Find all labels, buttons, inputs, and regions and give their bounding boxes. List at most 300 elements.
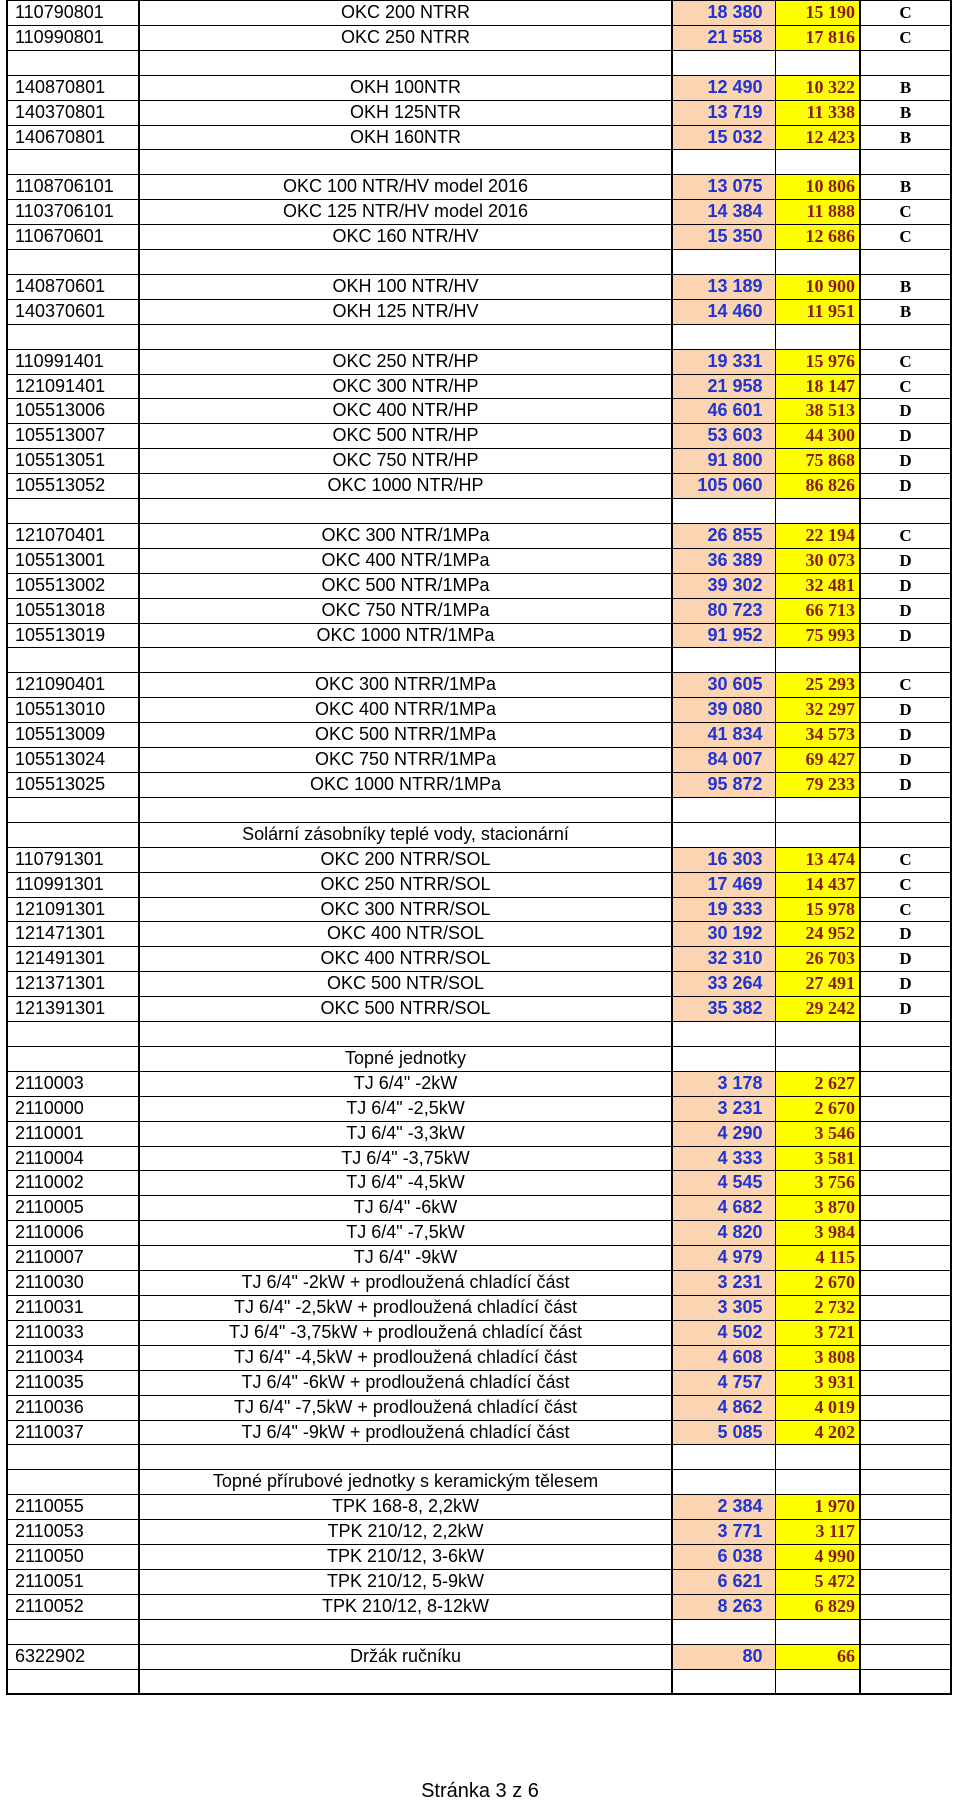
product-code: 121070401 — [7, 523, 139, 548]
price-with-vat: 39 080 — [672, 698, 775, 723]
product-name: OKC 750 NTR/1MPa — [139, 598, 672, 623]
empty-cell — [672, 1445, 775, 1470]
product-code: 140870801 — [7, 75, 139, 100]
price-with-vat: 14 384 — [672, 200, 775, 225]
table-row — [7, 698, 951, 723]
table-row — [7, 1320, 951, 1345]
product-code: 121391301 — [7, 997, 139, 1022]
price-without-vat: 12 686 — [775, 225, 860, 250]
blank-row — [7, 797, 951, 822]
product-name: OKC 500 NTR/1MPa — [139, 573, 672, 598]
energy-class: D — [860, 698, 951, 723]
price-without-vat: 10 806 — [775, 175, 860, 200]
table-row — [7, 1345, 951, 1370]
product-code: 2110002 — [7, 1171, 139, 1196]
price-without-vat: 5 472 — [775, 1569, 860, 1594]
product-name: OKH 125NTR — [139, 100, 672, 125]
product-code: 105513006 — [7, 399, 139, 424]
product-code: 110790801 — [7, 1, 139, 26]
product-code: 2110030 — [7, 1271, 139, 1296]
price-without-vat: 3 756 — [775, 1171, 860, 1196]
energy-class — [860, 1221, 951, 1246]
product-name: TJ 6/4" -7,5kW — [139, 1221, 672, 1246]
price-with-vat: 13 189 — [672, 274, 775, 299]
table-row — [7, 523, 951, 548]
empty-cell — [139, 150, 672, 175]
energy-class: C — [860, 673, 951, 698]
empty-cell — [860, 797, 951, 822]
table-row — [7, 399, 951, 424]
product-code: 2110007 — [7, 1246, 139, 1271]
product-name: OKC 750 NTR/HP — [139, 449, 672, 474]
price-without-vat: 79 233 — [775, 773, 860, 798]
empty-cell — [139, 499, 672, 524]
product-code: 2110001 — [7, 1121, 139, 1146]
price-without-vat: 75 993 — [775, 623, 860, 648]
table-row — [7, 1545, 951, 1570]
price-with-vat: 2 384 — [672, 1495, 775, 1520]
price-with-vat: 15 350 — [672, 225, 775, 250]
price-without-vat: 66 713 — [775, 598, 860, 623]
product-code: 140670801 — [7, 125, 139, 150]
price-without-vat: 34 573 — [775, 723, 860, 748]
energy-class: D — [860, 474, 951, 499]
price-without-vat: 24 952 — [775, 922, 860, 947]
section-title: Topné přírubové jednotky s keramickým tělesem — [139, 1470, 672, 1495]
price-without-vat: 4 115 — [775, 1246, 860, 1271]
table-row — [7, 723, 951, 748]
empty-cell — [672, 150, 775, 175]
empty-cell — [7, 1669, 139, 1694]
energy-class — [860, 1121, 951, 1146]
price-with-vat: 8 263 — [672, 1594, 775, 1619]
empty-cell — [7, 1619, 139, 1644]
empty-cell — [672, 648, 775, 673]
product-name: OKC 400 NTR/SOL — [139, 922, 672, 947]
energy-class: D — [860, 399, 951, 424]
table-row — [7, 1271, 951, 1296]
price-with-vat: 80 — [672, 1644, 775, 1669]
page-number: Stránka 3 z 6 — [421, 1780, 539, 1802]
energy-class: B — [860, 299, 951, 324]
product-code: 140870601 — [7, 274, 139, 299]
price-with-vat: 18 380 — [672, 1, 775, 26]
empty-cell — [139, 1445, 672, 1470]
price-with-vat: 35 382 — [672, 997, 775, 1022]
price-without-vat: 25 293 — [775, 673, 860, 698]
energy-class: B — [860, 274, 951, 299]
empty-cell — [860, 499, 951, 524]
energy-class: D — [860, 773, 951, 798]
empty-cell — [775, 1022, 860, 1047]
empty-cell — [672, 499, 775, 524]
blank-row — [7, 1669, 951, 1694]
product-code: 105513009 — [7, 723, 139, 748]
empty-cell — [775, 1046, 860, 1071]
product-name: OKC 250 NTRR — [139, 25, 672, 50]
empty-cell — [775, 1470, 860, 1495]
price-with-vat: 95 872 — [672, 773, 775, 798]
product-code: 110670601 — [7, 225, 139, 250]
product-code: 2110006 — [7, 1221, 139, 1246]
product-code: 2110004 — [7, 1146, 139, 1171]
product-code: 105513007 — [7, 424, 139, 449]
price-without-vat: 22 194 — [775, 523, 860, 548]
price-with-vat: 46 601 — [672, 399, 775, 424]
product-code: 2110005 — [7, 1196, 139, 1221]
empty-cell — [860, 822, 951, 847]
empty-cell — [139, 50, 672, 75]
energy-class: D — [860, 922, 951, 947]
price-with-vat: 3 178 — [672, 1071, 775, 1096]
price-with-vat: 4 608 — [672, 1345, 775, 1370]
price-with-vat: 5 085 — [672, 1420, 775, 1445]
price-without-vat: 32 297 — [775, 698, 860, 723]
blank-row — [7, 250, 951, 275]
product-code: 105513052 — [7, 474, 139, 499]
empty-cell — [139, 1669, 672, 1694]
price-without-vat: 26 703 — [775, 947, 860, 972]
price-without-vat: 15 978 — [775, 897, 860, 922]
product-name: OKC 1000 NTR/HP — [139, 474, 672, 499]
price-with-vat: 84 007 — [672, 748, 775, 773]
price-without-vat: 3 870 — [775, 1196, 860, 1221]
product-code: 105513025 — [7, 773, 139, 798]
product-code: 2110052 — [7, 1594, 139, 1619]
section-header-row — [7, 1470, 951, 1495]
empty-cell — [860, 1046, 951, 1071]
product-name: OKH 100 NTR/HV — [139, 274, 672, 299]
energy-class — [860, 1495, 951, 1520]
product-name: OKC 100 NTR/HV model 2016 — [139, 175, 672, 200]
empty-cell — [775, 150, 860, 175]
empty-cell — [775, 1669, 860, 1694]
product-code: 110990801 — [7, 25, 139, 50]
table-row — [7, 1520, 951, 1545]
energy-class — [860, 1644, 951, 1669]
empty-cell — [7, 1470, 139, 1495]
price-without-vat: 30 073 — [775, 548, 860, 573]
product-name: OKC 160 NTR/HV — [139, 225, 672, 250]
blank-row — [7, 1022, 951, 1047]
table-row — [7, 847, 951, 872]
empty-cell — [860, 150, 951, 175]
energy-class — [860, 1171, 951, 1196]
empty-cell — [672, 1669, 775, 1694]
product-name: OKC 300 NTR/HP — [139, 374, 672, 399]
table-row — [7, 299, 951, 324]
product-name: OKC 500 NTR/HP — [139, 424, 672, 449]
price-without-vat: 3 546 — [775, 1121, 860, 1146]
blank-row — [7, 1445, 951, 1470]
energy-class: D — [860, 598, 951, 623]
product-name: OKH 125 NTR/HV — [139, 299, 672, 324]
price-with-vat: 3 305 — [672, 1296, 775, 1321]
product-name: OKC 300 NTRR/SOL — [139, 897, 672, 922]
price-without-vat: 10 900 — [775, 274, 860, 299]
price-with-vat: 41 834 — [672, 723, 775, 748]
price-with-vat: 4 979 — [672, 1246, 775, 1271]
price-with-vat: 12 490 — [672, 75, 775, 100]
table-row — [7, 1221, 951, 1246]
table-row — [7, 897, 951, 922]
price-with-vat: 4 290 — [672, 1121, 775, 1146]
table-row — [7, 1171, 951, 1196]
product-code: 2110051 — [7, 1569, 139, 1594]
energy-class: C — [860, 200, 951, 225]
table-row — [7, 673, 951, 698]
energy-class: D — [860, 947, 951, 972]
price-with-vat: 4 820 — [672, 1221, 775, 1246]
price-without-vat: 3 931 — [775, 1370, 860, 1395]
price-without-vat: 32 481 — [775, 573, 860, 598]
empty-cell — [672, 822, 775, 847]
table-row — [7, 1, 951, 26]
product-code: 2110053 — [7, 1520, 139, 1545]
product-code: 2110037 — [7, 1420, 139, 1445]
price-without-vat: 1 970 — [775, 1495, 860, 1520]
price-without-vat: 86 826 — [775, 474, 860, 499]
empty-cell — [775, 324, 860, 349]
product-name: TJ 6/4" -9kW + prodloužená chladící část — [139, 1420, 672, 1445]
product-name: TJ 6/4" -3,3kW — [139, 1121, 672, 1146]
price-without-vat: 18 147 — [775, 374, 860, 399]
empty-cell — [860, 1445, 951, 1470]
product-name: OKC 1000 NTRR/1MPa — [139, 773, 672, 798]
product-name: TJ 6/4" -3,75kW — [139, 1146, 672, 1171]
price-with-vat: 19 333 — [672, 897, 775, 922]
table-row — [7, 922, 951, 947]
table-row — [7, 947, 951, 972]
product-code: 1108706101 — [7, 175, 139, 200]
table-row — [7, 200, 951, 225]
table-row — [7, 972, 951, 997]
empty-cell — [7, 797, 139, 822]
energy-class: C — [860, 847, 951, 872]
product-name: Držák ručníku — [139, 1644, 672, 1669]
section-header-row — [7, 1046, 951, 1071]
energy-class — [860, 1520, 951, 1545]
product-name: OKC 200 NTRR/SOL — [139, 847, 672, 872]
product-name: OKC 400 NTR/1MPa — [139, 548, 672, 573]
empty-cell — [775, 1619, 860, 1644]
table-row — [7, 175, 951, 200]
product-name: TJ 6/4" -2,5kW — [139, 1096, 672, 1121]
empty-cell — [7, 250, 139, 275]
price-with-vat: 21 558 — [672, 25, 775, 50]
table-row — [7, 1569, 951, 1594]
product-code: 105513018 — [7, 598, 139, 623]
price-without-vat: 3 808 — [775, 1345, 860, 1370]
empty-cell — [775, 50, 860, 75]
empty-cell — [139, 250, 672, 275]
product-code: 2110003 — [7, 1071, 139, 1096]
table-row — [7, 449, 951, 474]
energy-class — [860, 1569, 951, 1594]
price-without-vat: 4 202 — [775, 1420, 860, 1445]
energy-class — [860, 1296, 951, 1321]
blank-row — [7, 648, 951, 673]
empty-cell — [860, 648, 951, 673]
blank-row — [7, 150, 951, 175]
product-name: TJ 6/4" -2kW + prodloužená chladící část — [139, 1271, 672, 1296]
energy-class: D — [860, 972, 951, 997]
product-name: TJ 6/4" -6kW + prodloužená chladící část — [139, 1370, 672, 1395]
product-name: TJ 6/4" -4,5kW + prodloužená chladící část — [139, 1345, 672, 1370]
product-name: TJ 6/4" -3,75kW + prodloužená chladící část — [139, 1320, 672, 1345]
product-code: 105513002 — [7, 573, 139, 598]
empty-cell — [139, 1022, 672, 1047]
product-code: 140370601 — [7, 299, 139, 324]
energy-class: D — [860, 748, 951, 773]
energy-class: D — [860, 548, 951, 573]
price-without-vat: 2 670 — [775, 1096, 860, 1121]
price-without-vat: 4 990 — [775, 1545, 860, 1570]
price-with-vat: 91 800 — [672, 449, 775, 474]
product-code: 2110036 — [7, 1395, 139, 1420]
product-name: OKC 400 NTRR/1MPa — [139, 698, 672, 723]
price-with-vat: 105 060 — [672, 474, 775, 499]
price-without-vat: 3 721 — [775, 1320, 860, 1345]
product-name: TPK 210/12, 5-9kW — [139, 1569, 672, 1594]
price-without-vat: 14 437 — [775, 872, 860, 897]
price-without-vat: 15 976 — [775, 349, 860, 374]
empty-cell — [775, 648, 860, 673]
product-name: OKH 100NTR — [139, 75, 672, 100]
product-code: 6322902 — [7, 1644, 139, 1669]
energy-class: D — [860, 623, 951, 648]
empty-cell — [139, 648, 672, 673]
product-code: 110991301 — [7, 872, 139, 897]
product-name: TPK 168-8, 2,2kW — [139, 1495, 672, 1520]
blank-row — [7, 1619, 951, 1644]
product-name: TJ 6/4" -2kW — [139, 1071, 672, 1096]
product-name: OKC 400 NTRR/SOL — [139, 947, 672, 972]
table-row — [7, 1370, 951, 1395]
price-with-vat: 36 389 — [672, 548, 775, 573]
product-name: OKC 125 NTR/HV model 2016 — [139, 200, 672, 225]
energy-class: B — [860, 75, 951, 100]
product-name: OKC 250 NTR/HP — [139, 349, 672, 374]
table-row — [7, 374, 951, 399]
table-row — [7, 75, 951, 100]
empty-cell — [775, 797, 860, 822]
energy-class: B — [860, 175, 951, 200]
product-code: 121471301 — [7, 922, 139, 947]
price-with-vat: 33 264 — [672, 972, 775, 997]
price-with-vat: 14 460 — [672, 299, 775, 324]
energy-class — [860, 1420, 951, 1445]
table-row — [7, 100, 951, 125]
price-without-vat: 44 300 — [775, 424, 860, 449]
product-name: OKC 400 NTR/HP — [139, 399, 672, 424]
energy-class: B — [860, 125, 951, 150]
energy-class: C — [860, 374, 951, 399]
price-without-vat: 11 338 — [775, 100, 860, 125]
energy-class — [860, 1395, 951, 1420]
product-code: 121091401 — [7, 374, 139, 399]
energy-class: C — [860, 349, 951, 374]
energy-class: C — [860, 872, 951, 897]
price-without-vat: 11 888 — [775, 200, 860, 225]
product-code: 110991401 — [7, 349, 139, 374]
price-with-vat: 13 719 — [672, 100, 775, 125]
empty-cell — [139, 1619, 672, 1644]
section-title: Topné jednotky — [139, 1046, 672, 1071]
energy-class: C — [860, 25, 951, 50]
price-without-vat: 11 951 — [775, 299, 860, 324]
product-code: 105513051 — [7, 449, 139, 474]
energy-class — [860, 1096, 951, 1121]
product-name: OKC 250 NTRR/SOL — [139, 872, 672, 897]
product-name: TPK 210/12, 2,2kW — [139, 1520, 672, 1545]
product-name: TJ 6/4" -7,5kW + prodloužená chladící část — [139, 1395, 672, 1420]
price-without-vat: 12 423 — [775, 125, 860, 150]
price-with-vat: 21 958 — [672, 374, 775, 399]
blank-row — [7, 324, 951, 349]
price-with-vat: 4 545 — [672, 1171, 775, 1196]
product-code: 105513024 — [7, 748, 139, 773]
empty-cell — [7, 1046, 139, 1071]
blank-row — [7, 499, 951, 524]
energy-class — [860, 1071, 951, 1096]
empty-cell — [672, 324, 775, 349]
price-without-vat: 3 581 — [775, 1146, 860, 1171]
energy-class: C — [860, 523, 951, 548]
empty-cell — [860, 1022, 951, 1047]
product-name: OKC 500 NTR/SOL — [139, 972, 672, 997]
product-code: 121091301 — [7, 897, 139, 922]
empty-cell — [672, 797, 775, 822]
table-row — [7, 1644, 951, 1669]
price-with-vat: 13 075 — [672, 175, 775, 200]
table-row — [7, 773, 951, 798]
product-name: OKC 750 NTRR/1MPa — [139, 748, 672, 773]
price-without-vat: 3 117 — [775, 1520, 860, 1545]
price-with-vat: 4 757 — [672, 1370, 775, 1395]
table-row — [7, 1594, 951, 1619]
price-without-vat: 3 984 — [775, 1221, 860, 1246]
product-name: OKH 160NTR — [139, 125, 672, 150]
price-with-vat: 30 192 — [672, 922, 775, 947]
price-without-vat: 29 242 — [775, 997, 860, 1022]
table-row — [7, 1420, 951, 1445]
product-code: 105513010 — [7, 698, 139, 723]
price-without-vat: 10 322 — [775, 75, 860, 100]
energy-class: D — [860, 449, 951, 474]
price-with-vat: 91 952 — [672, 623, 775, 648]
empty-cell — [139, 797, 672, 822]
empty-cell — [860, 1669, 951, 1694]
product-code: 121371301 — [7, 972, 139, 997]
product-code: 2110055 — [7, 1495, 139, 1520]
energy-class: B — [860, 100, 951, 125]
product-name: TJ 6/4" -4,5kW — [139, 1171, 672, 1196]
energy-class — [860, 1146, 951, 1171]
price-without-vat: 2 732 — [775, 1296, 860, 1321]
table-row — [7, 274, 951, 299]
energy-class — [860, 1196, 951, 1221]
price-with-vat: 4 862 — [672, 1395, 775, 1420]
price-with-vat: 39 302 — [672, 573, 775, 598]
table-row — [7, 225, 951, 250]
product-code: 121090401 — [7, 673, 139, 698]
empty-cell — [7, 1445, 139, 1470]
price-list-body — [7, 1, 951, 1695]
price-with-vat: 32 310 — [672, 947, 775, 972]
price-without-vat: 13 474 — [775, 847, 860, 872]
price-with-vat: 26 855 — [672, 523, 775, 548]
